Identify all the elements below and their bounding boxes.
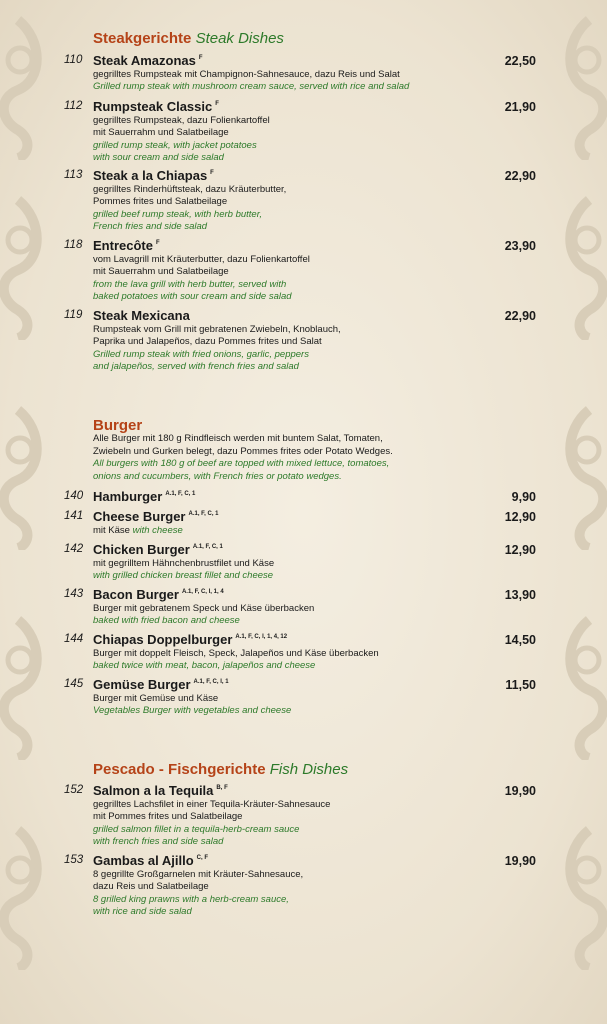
item-name-text: Hamburger <box>93 489 163 504</box>
allergen-codes: A.1, F, C, 1 <box>192 544 223 550</box>
item-price: 23,90 <box>504 239 536 253</box>
item-number: 140 <box>64 490 84 502</box>
item-price: 22,90 <box>504 309 536 323</box>
item-name <box>93 542 223 557</box>
description-de: dazu Reis und Salatbeilage <box>93 881 209 893</box>
item-number: 144 <box>64 633 84 645</box>
item-price: 19,90 <box>504 784 536 798</box>
description-en: grilled rump steak, with jacket potatoes <box>93 139 257 151</box>
item-description <box>93 115 270 165</box>
description-en: baked potatoes with sour cream and side salad <box>93 291 292 303</box>
item-name <box>93 677 229 692</box>
section-title-de: Burger <box>93 417 143 434</box>
section-title-de: Steakgerichte <box>93 30 192 47</box>
item-price: 22,50 <box>504 54 536 68</box>
description-de: Paprika und Jalapeños, dazu Pommes frites und Salat <box>93 336 322 348</box>
item-number: 113 <box>64 169 83 181</box>
item-name-text: Chiapas Doppelburger <box>93 632 233 647</box>
description-de: gegrilltes Rumpsteak mit Champignon-Sahnesauce, dazu Reis und Salat <box>93 69 400 80</box>
item-price: 11,50 <box>505 678 536 692</box>
item-name-text: Chicken Burger <box>93 542 190 557</box>
description-de: mit Käse <box>93 525 130 536</box>
description-en: from the lava grill with herb butter, served with <box>93 278 287 290</box>
allergen-codes: A.1, F, C, I, 1 <box>193 679 229 685</box>
description-en: with french fries and side salad <box>93 836 224 848</box>
section-title-en: Steak Dishes <box>195 30 284 47</box>
item-name <box>93 783 228 798</box>
item-name-text: Gambas al Ajillo <box>93 853 194 868</box>
description-de: gegrilltes Rumpsteak, dazu Folienkartoffel <box>93 115 270 126</box>
item-price: 22,90 <box>504 169 536 183</box>
item-number: 110 <box>64 54 83 66</box>
item-number: 153 <box>64 854 84 866</box>
item-price: 9,90 <box>511 490 536 504</box>
item-description <box>93 69 409 94</box>
section-title-de: Pescado - Fischgerichte <box>93 761 266 778</box>
item-name <box>93 238 160 253</box>
description-en: Vegetables Burger with vegetables and cheese <box>93 705 292 717</box>
item-name-text: Gemüse Burger <box>93 677 191 692</box>
allergen-codes: A.1, F, C, 1 <box>188 511 219 517</box>
item-number: 112 <box>64 100 83 112</box>
description-de: mit Sauerrahm und Salatbeilage <box>93 127 229 139</box>
description-de: Pommes frites und Salatbeilage <box>93 196 228 208</box>
item-number: 152 <box>64 784 84 796</box>
allergen-codes: B, F <box>216 785 228 791</box>
description-de: Burger mit doppelt Fleisch, Speck, Jalapeños und Käse überbacken <box>93 648 379 659</box>
allergen-codes: F <box>215 101 219 107</box>
section-title-steak <box>93 30 284 47</box>
description-de: vom Lavagrill mit Kräuterbutter, dazu Folienkartoffel <box>93 254 310 265</box>
intro-de: Zwiebeln und Gurken belegt, dazu Pommes frites oder Potato Wedges. <box>93 445 393 457</box>
item-description <box>93 324 341 374</box>
description-en: grilled beef rump steak, with herb butter, <box>93 208 262 220</box>
item-description <box>93 869 303 919</box>
item-name <box>93 168 214 183</box>
item-name <box>93 587 224 602</box>
description-en: baked with fried bacon and cheese <box>93 615 240 627</box>
section-title-fish <box>93 761 348 778</box>
intro-en: All burgers with 180 g of beef are topped with mixed lettuce, tomatoes, <box>93 458 390 469</box>
description-line <box>93 525 183 537</box>
description-de: mit Sauerrahm und Salatbeilage <box>93 266 229 278</box>
section-title-en: Fish Dishes <box>269 761 349 778</box>
allergen-codes: C, F <box>196 855 209 861</box>
description-de: mit Pommes frites und Salatbeilage <box>93 811 243 823</box>
section-title-burger <box>93 417 142 434</box>
description-en: and jalapeños, served with french fries and salad <box>93 361 299 373</box>
item-price: 12,90 <box>504 543 536 557</box>
item-name-text: Steak Mexicana <box>93 308 190 323</box>
item-name-text: Steak a la Chiapas <box>93 168 208 183</box>
item-description <box>93 648 379 673</box>
item-description <box>93 525 183 537</box>
item-number: 119 <box>64 309 83 321</box>
intro-de: Alle Burger mit 180 g Rindfleisch werden mit buntem Salat, Tomaten, <box>93 433 383 444</box>
item-description <box>93 799 330 849</box>
item-name-text: Bacon Burger <box>93 587 179 602</box>
item-name-text: Rumpsteak Classic <box>93 99 213 114</box>
item-name-text: Salmon a la Tequila <box>93 783 214 798</box>
description-en: with grilled chicken breast fillet and cheese <box>93 570 274 582</box>
item-description <box>93 558 274 583</box>
description-en: with rice and side salad <box>93 906 192 918</box>
item-number: 118 <box>64 239 83 251</box>
intro-en: onions and cucumbers, with French fries or potato wedges. <box>93 470 342 482</box>
item-description <box>93 603 314 628</box>
item-description <box>93 184 286 234</box>
allergen-codes: F <box>198 55 203 61</box>
description-en: Grilled rump steak with fried onions, garlic, peppers <box>93 348 309 360</box>
item-description <box>93 254 310 304</box>
item-number: 142 <box>64 543 84 555</box>
item-description <box>93 693 291 718</box>
item-number: 141 <box>64 510 84 522</box>
allergen-codes: A.1, F, C, 1 <box>165 491 196 497</box>
item-price: 14,50 <box>504 633 536 647</box>
item-name <box>93 632 287 647</box>
item-name <box>93 53 203 68</box>
item-number: 145 <box>64 678 84 690</box>
description-en: French fries and side salad <box>93 221 208 233</box>
item-name-text: Entrecôte <box>93 238 153 253</box>
section-intro <box>93 433 393 483</box>
item-name-text: Steak Amazonas <box>93 53 196 68</box>
description-de: Burger mit Gemüse und Käse <box>93 693 219 704</box>
description-de: mit gegrilltem Hähnchenbrustfilet und Käse <box>93 558 275 569</box>
item-price: 12,90 <box>504 510 536 524</box>
item-name <box>93 489 195 504</box>
description-en: 8 grilled king prawns with a herb-cream sauce, <box>93 893 289 905</box>
description-de: Burger mit gebratenem Speck und Käse überbacken <box>93 603 315 614</box>
item-name <box>93 853 208 868</box>
description-de: gegrilltes Rinderhüftsteak, dazu Kräuterbutter, <box>93 184 287 195</box>
allergen-codes: F <box>155 240 160 246</box>
description-en: with sour cream and side salad <box>93 152 224 164</box>
description-en: grilled salmon fillet in a tequila-herb-cream sauce <box>93 823 300 835</box>
item-price: 13,90 <box>504 588 536 602</box>
item-name-text: Cheese Burger <box>93 509 186 524</box>
description-en: Grilled rump steak with mushroom cream sauce, served with rice and salad <box>93 81 410 93</box>
allergen-codes: A.1, F, C, I, 1, 4 <box>181 589 224 595</box>
description-en: with cheese <box>132 525 183 536</box>
allergen-codes: F <box>210 170 214 176</box>
allergen-codes: A.1, F, C, I, 1, 4, 12 <box>235 634 288 640</box>
item-name <box>93 308 190 323</box>
item-number: 143 <box>64 588 84 600</box>
item-name <box>93 509 219 524</box>
item-price: 19,90 <box>504 854 536 868</box>
description-de: Rumpsteak vom Grill mit gebratenen Zwiebeln, Knoblauch, <box>93 324 341 335</box>
item-price: 21,90 <box>504 100 536 114</box>
description-en: baked twice with meat, bacon, jalapeños and cheese <box>93 660 316 672</box>
description-de: 8 gegrillte Großgarnelen mit Kräuter-Sahnesauce, <box>93 869 304 880</box>
item-name <box>93 99 219 114</box>
description-de: gegrilltes Lachsfilet in einer Tequila-Kräuter-Sahnesauce <box>93 799 331 810</box>
